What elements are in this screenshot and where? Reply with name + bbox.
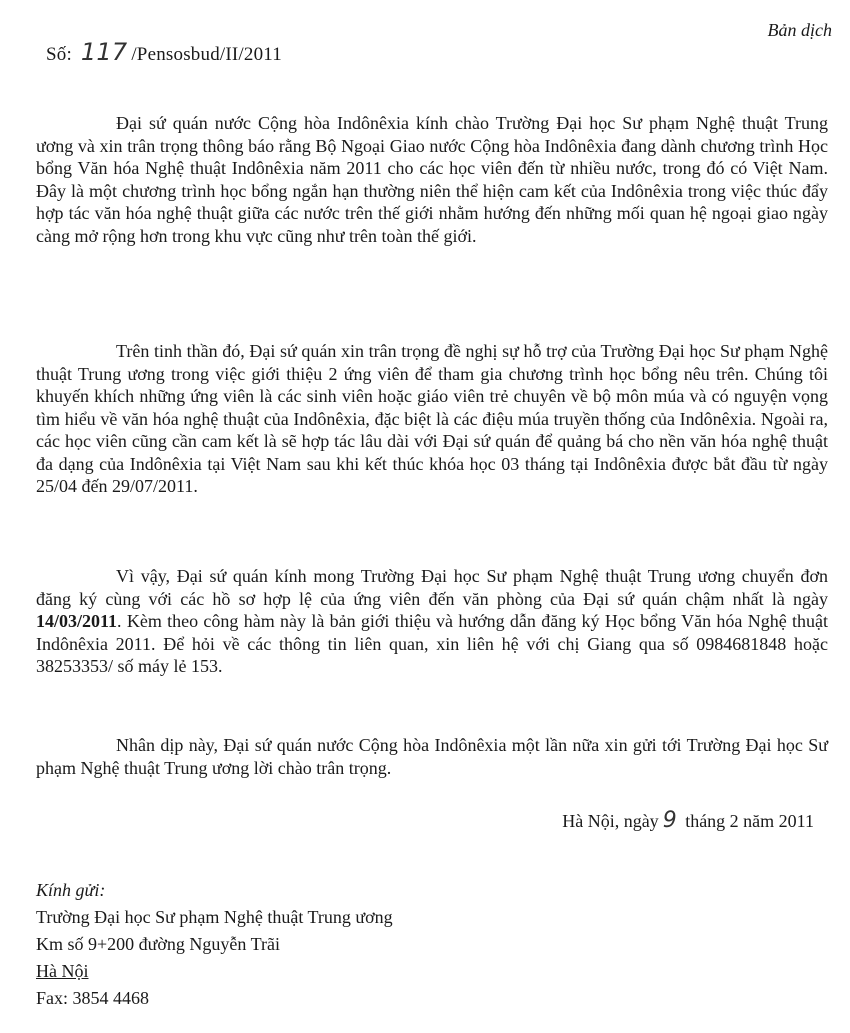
dateline-suffix: tháng 2 năm 2011 [685,811,814,831]
ref-number-handwritten: 117 [80,38,128,66]
recipient-address: Km số 9+200 đường Nguyễn Trãi [36,934,280,954]
deadline-text-a: Vì vậy, Đại sứ quán kính mong Trường Đại học Sư phạm Nghệ thuật Trung ương chuyển đơn đăng ký cùng với các hồ sơ hợp lệ của ứng viên đến văn phòng của Đại sứ quán chậm nhất là ngày [36,566,828,609]
ref-prefix: Số: [46,44,72,65]
recipient-city: Hà Nội [36,961,89,981]
dateline [562,808,814,833]
paragraph-intro: Đại sứ quán nước Cộng hòa Indônêxia kính chào Trường Đại học Sư phạm Nghệ thuật Trung ương và xin trân trọng thông báo rằng Bộ Ngoại Giao nước Cộng hòa Indônêxia đang dành chương trình Học bổng Văn hóa Nghệ thuật Indônêxia năm 2011 cho các học viên đến từ nhiều nước, trong đó có Việt Nam. Đây là một chương trình học bổng ngắn hạn thường niên thể hiện cam kết của Indônêxia trong việc thúc đẩy hợp tác văn hóa nghệ thuật giữa các nước trên thế giới nhằm hướng đến những mối quan hệ ngoại giao ngày càng mở rộng hơn trong khu vực cũng như trên toàn thế giới. [36,113,828,246]
dateline-day-handwritten: 9 [662,808,677,833]
deadline-date: 14/03/2011 [36,611,118,631]
reference-number [46,38,282,66]
recipient-greeting: Kính gửi: [36,880,106,900]
paragraph-request: Trên tinh thần đó, Đại sứ quán xin trân trọng đề nghị sự hỗ trợ của Trường Đại học Sư phạm Nghệ thuật Trung ương trong việc giới thiệu 2 ứng viên để tham gia chương trình học bổng nêu trên. Chúng tôi khuyến khích những ứng viên là các sinh viên hoặc giáo viên trẻ chuyên về bộ môn múa và có nguyện vọng tìm hiểu về văn hóa nghệ thuật của Indônêxia, đặc biệt là các điệu múa truyền thống của Indônêxia. Ngoài ra, các học viên cũng cần cam kết là sẽ hợp tác lâu dài với Đại sứ quán để quảng bá cho nền văn hóa nghệ thuật đa dạng của Indônêxia tại Việt Nam sau khi kết thúc khóa học 03 tháng tại Indônêxia được bắt đầu từ ngày 25/04 đến 29/07/2011. [36,341,828,496]
recipient-name: Trường Đại học Sư phạm Nghệ thuật Trung ương [36,907,393,927]
recipient-fax: Fax: 3854 4468 [36,988,150,1008]
translation-label: Bản dịch [767,20,832,40]
deadline-text-b: . Kèm theo công hàm này là bản giới thiệu và hướng dẫn đăng ký Học bổng Văn hóa Nghệ thuật Indônêxia 2011. Để hỏi về các thông tin liên quan, xin liên hệ với chị Giang qua số 0984681848 hoặc 38253353/ số máy lẻ 153. [36,611,828,676]
paragraph-deadline [36,565,828,678]
paragraph-closing: Nhân dịp này, Đại sứ quán nước Cộng hòa Indônêxia một lần nữa xin gửi tới Trường Đại học Sư phạm Nghệ thuật Trung ương lời chào trân trọng. [36,735,828,778]
recipient-block [36,877,393,1012]
dateline-prefix: Hà Nội, ngày [562,811,659,831]
ref-suffix: /Pensosbud/II/2011 [131,44,283,65]
